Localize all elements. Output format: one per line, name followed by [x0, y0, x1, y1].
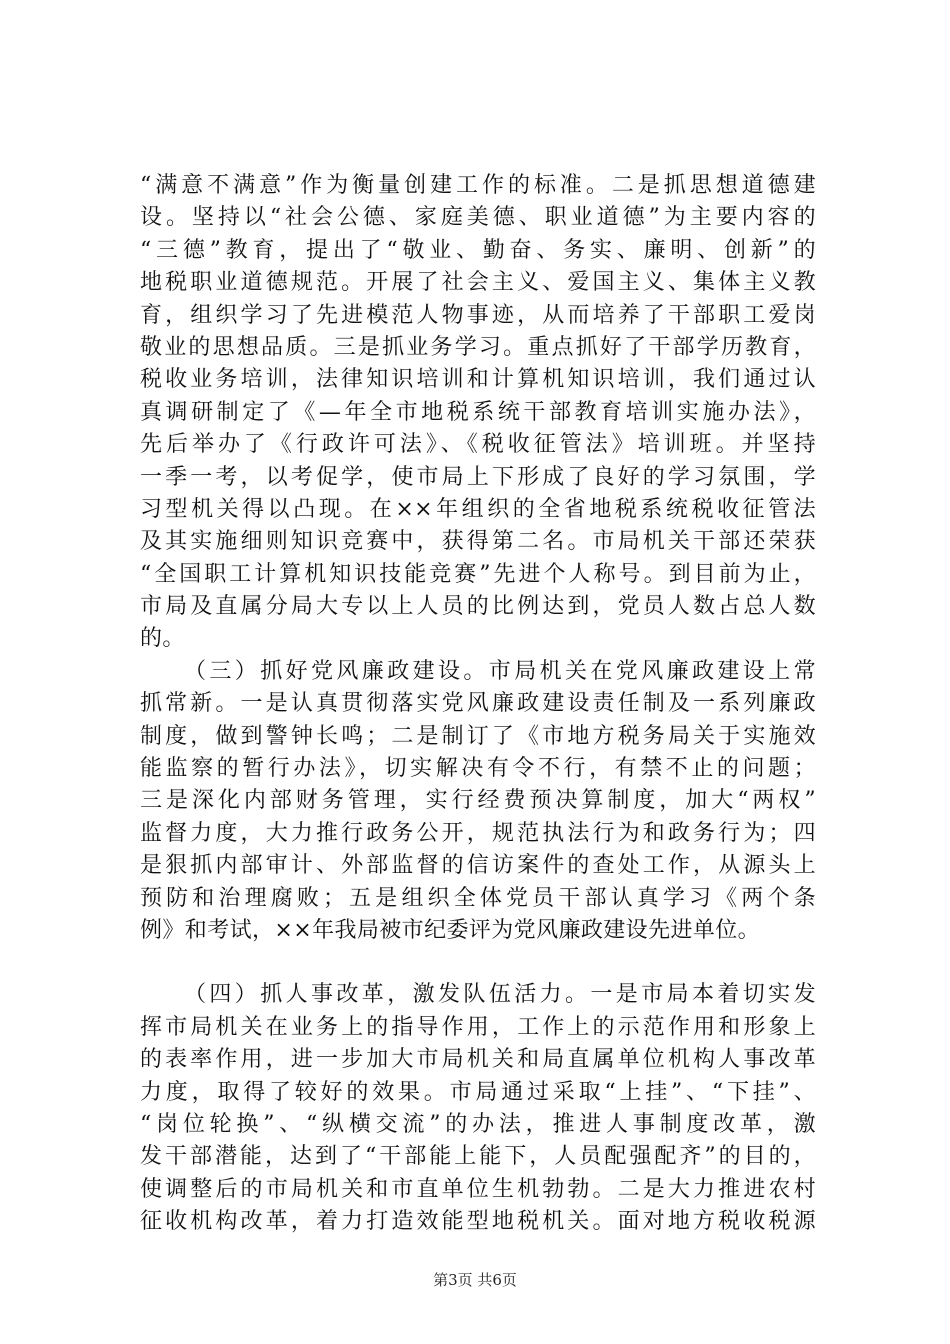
text-line: 能监察的暂行办法》，切实解决有令不行，有禁不止的问题；: [140, 756, 816, 782]
text-line: （四）抓人事改革，激发队伍活力。一是市局本着切实发: [184, 982, 816, 1008]
text-line: 抓常新。一是认真贯彻落实党风廉政建设责任制及一系列廉政: [140, 691, 816, 717]
text-line: 预防和治理腐败；五是组织全体党员干部认真学习《两个条: [140, 885, 816, 911]
text-line: 力度，取得了较好的效果。市局通过采取“上挂”、“下挂”、: [140, 1079, 816, 1105]
text-line: 习型机关得以凸现。在××年组织的全省地税系统税收征管法: [140, 496, 816, 522]
paragraph-2: [140, 656, 816, 948]
text-line: 制度，做到警钟长鸣；二是制订了《市地方税务局关于实施效: [140, 723, 816, 749]
body-text: [140, 170, 816, 1239]
text-line: 一季一考，以考促学，使市局上下形成了良好的学习氛围，学: [140, 464, 816, 490]
page-number-footer: 第3页 共6页: [433, 1271, 517, 1289]
text-line: “三德”教育，提出了“敬业、勤奋、务实、廉明、创新”的: [140, 237, 816, 263]
text-line: 例》和考试，××年我局被市纪委评为党风廉政建设先进单位。: [140, 917, 761, 943]
text-line: “满意不满意”作为衡量创建工作的标准。二是抓思想道德建: [140, 173, 816, 198]
text-line: 育，组织学习了先进模范人物事迹，从而培养了干部职工爱岗: [140, 302, 816, 328]
paragraph-1: [140, 170, 816, 656]
text-line: 设。坚持以“社会公德、家庭美德、职业道德”为主要内容的: [140, 205, 816, 231]
text-line: 是狠抓内部审计、外部监督的信访案件的查处工作，从源头上: [140, 853, 816, 879]
text-line: 真调研制定了《—年全市地税系统干部教育培训实施办法》，: [140, 399, 816, 425]
text-line: “岗位轮换”、“纵横交流”的办法，推进人事制度改革，激: [140, 1111, 816, 1137]
text-line: 征收机构改革，着力打造效能型地税机关。面对地方税收税源: [140, 1209, 816, 1235]
text-line: 先后举办了《行政许可法》、《税收征管法》培训班。并坚持: [140, 432, 816, 458]
text-line: 地税职业道德规范。开展了社会主义、爱国主义、集体主义教: [140, 270, 816, 296]
text-line: 挥市局机关在业务上的指导作用，工作上的示范作用和形象上: [140, 1014, 816, 1040]
text-line: 市局及直属分局大专以上人员的比例达到，党员人数占总人数: [140, 594, 816, 620]
text-line: 使调整后的市局机关和市直单位生机勃勃。二是大力推进农村: [140, 1176, 816, 1202]
text-line: 监督力度，大力推行政务公开，规范执法行为和政务行为；四: [140, 820, 816, 846]
paragraph-3: [140, 979, 816, 1238]
text-line: 发干部潜能，达到了“干部能上能下，人员配强配齐”的目的，: [140, 1144, 816, 1170]
text-line: 的表率作用，进一步加大市局机关和局直属单位机构人事改革: [140, 1047, 816, 1073]
text-line: 的。: [140, 626, 185, 652]
paragraph-gap: [140, 947, 816, 979]
text-line: 税收业务培训，法律知识培训和计算机知识培训，我们通过认: [140, 367, 816, 393]
text-line: “全国职工计算机知识技能竞赛”先进个人称号。到目前为止，: [140, 561, 816, 587]
text-line: （三）抓好党风廉政建设。市局机关在党风廉政建设上常: [184, 658, 816, 684]
text-line: 及其实施细则知识竞赛中，获得第二名。市局机关干部还荣获: [140, 529, 816, 555]
text-line: 敬业的思想品质。三是抓业务学习。重点抓好了干部学历教育，: [140, 334, 816, 360]
text-line: 三是深化内部财务管理，实行经费预决算制度，加大“两权”: [140, 788, 816, 814]
